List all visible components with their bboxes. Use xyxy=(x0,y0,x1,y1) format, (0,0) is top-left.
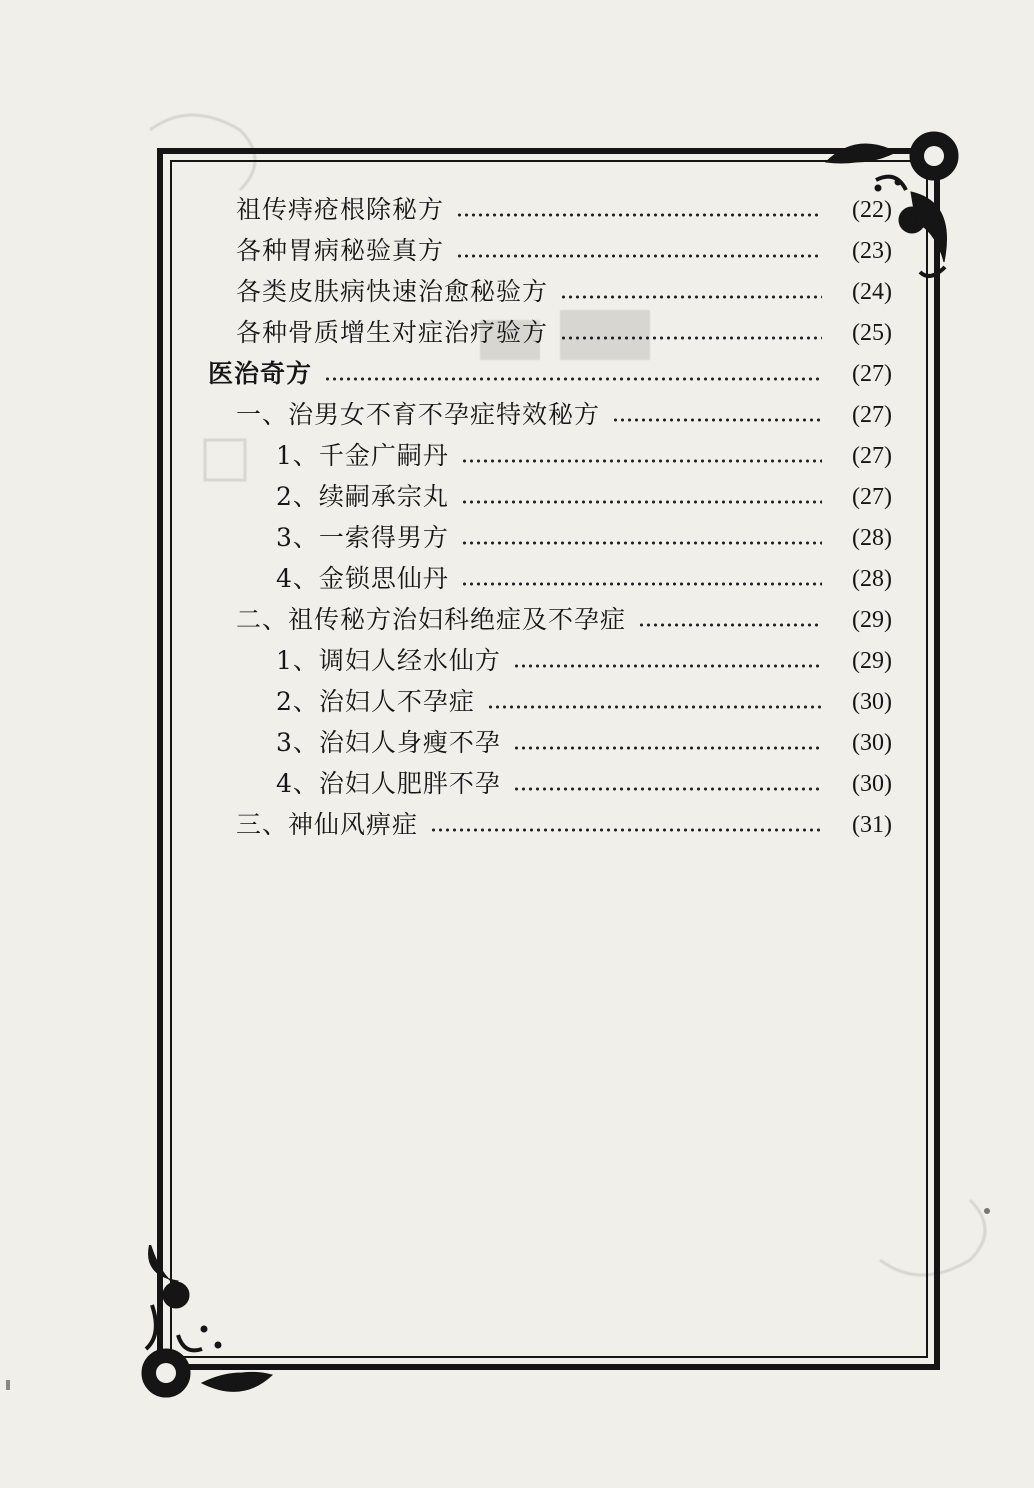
toc-entry-page: (30) xyxy=(852,771,892,797)
toc-entry xyxy=(208,600,892,640)
toc-entry-page: (30) xyxy=(852,730,892,756)
toc-entry-page: (24) xyxy=(852,279,892,305)
toc-entry-page: (27) xyxy=(852,443,892,469)
toc-entry-title: 4、治妇人肥胖不孕 xyxy=(276,769,501,798)
toc-entry-page: (22) xyxy=(852,197,892,223)
toc-entry-title: 3、一索得男方 xyxy=(276,523,449,552)
toc-entry xyxy=(208,559,892,599)
dot-leader xyxy=(513,664,822,668)
dot-leader xyxy=(513,787,822,791)
toc-entry-title: 三、神仙风痹症 xyxy=(236,810,419,839)
toc-entry-title: 二、祖传秘方治妇科绝症及不孕症 xyxy=(236,605,627,634)
toc-entry-page: (29) xyxy=(852,607,892,633)
toc-entry-title: 4、金锁思仙丹 xyxy=(276,564,449,593)
dot-leader xyxy=(560,336,822,340)
toc-entry-title: 各类皮肤病快速治愈秘验方 xyxy=(236,277,549,306)
toc-entry xyxy=(208,231,892,271)
dot-leader xyxy=(560,295,822,299)
toc-entry-page: (28) xyxy=(852,566,892,592)
toc-entry xyxy=(208,805,892,845)
toc-entry xyxy=(208,764,892,804)
dot-leader xyxy=(612,418,822,422)
dot-leader xyxy=(324,377,822,381)
toc-entry xyxy=(208,477,892,517)
dot-leader xyxy=(638,623,822,627)
corner-scroll-bottom-left-icon xyxy=(132,1245,282,1405)
toc-entry-title: 2、续嗣承宗丸 xyxy=(276,482,449,511)
toc-entry-page: (27) xyxy=(852,484,892,510)
toc-entry-title: 各种骨质增生对症治疗验方 xyxy=(236,318,549,347)
toc-entry-title: 1、调妇人经水仙方 xyxy=(276,646,501,675)
toc-section-heading xyxy=(208,354,892,394)
dot-leader xyxy=(513,746,822,750)
toc-entry xyxy=(208,272,892,312)
toc-entry xyxy=(208,723,892,763)
dot-leader xyxy=(456,213,822,217)
toc-entry-page: (28) xyxy=(852,525,892,551)
toc-entry-title: 各种胃病秘验真方 xyxy=(236,236,445,265)
toc-entry-page: (27) xyxy=(852,361,892,387)
dot-leader xyxy=(487,705,822,709)
toc-entry-page: (31) xyxy=(852,812,892,838)
paper-speck xyxy=(984,1208,990,1214)
dot-leader xyxy=(461,582,822,586)
toc-entry xyxy=(208,436,892,476)
dot-leader xyxy=(456,254,822,258)
binding-mark xyxy=(6,1380,10,1390)
toc-entry xyxy=(208,395,892,435)
toc-entry-page: (29) xyxy=(852,648,892,674)
dot-leader xyxy=(430,828,822,832)
toc-entry xyxy=(208,313,892,353)
toc-entry-title: 1、千金广嗣丹 xyxy=(276,441,449,470)
dot-leader xyxy=(461,541,822,545)
dot-leader xyxy=(461,500,822,504)
toc-entry xyxy=(208,641,892,681)
toc-entry xyxy=(208,682,892,722)
toc-entry-title: 医治奇方 xyxy=(208,359,313,388)
dot-leader xyxy=(461,459,822,463)
toc-entry-title: 祖传痔疮根除秘方 xyxy=(236,195,445,224)
toc-entry-title: 一、治男女不育不孕症特效秘方 xyxy=(236,400,601,429)
toc-entry-page: (27) xyxy=(852,402,892,428)
toc-entry xyxy=(208,190,892,230)
toc-entry-page: (23) xyxy=(852,238,892,264)
toc-entry-title: 3、治妇人身瘦不孕 xyxy=(276,728,501,757)
toc-entry xyxy=(208,518,892,558)
toc-entry-page: (25) xyxy=(852,320,892,346)
toc-entry-title: 2、治妇人不孕症 xyxy=(276,687,475,716)
toc-entry-page: (30) xyxy=(852,689,892,715)
